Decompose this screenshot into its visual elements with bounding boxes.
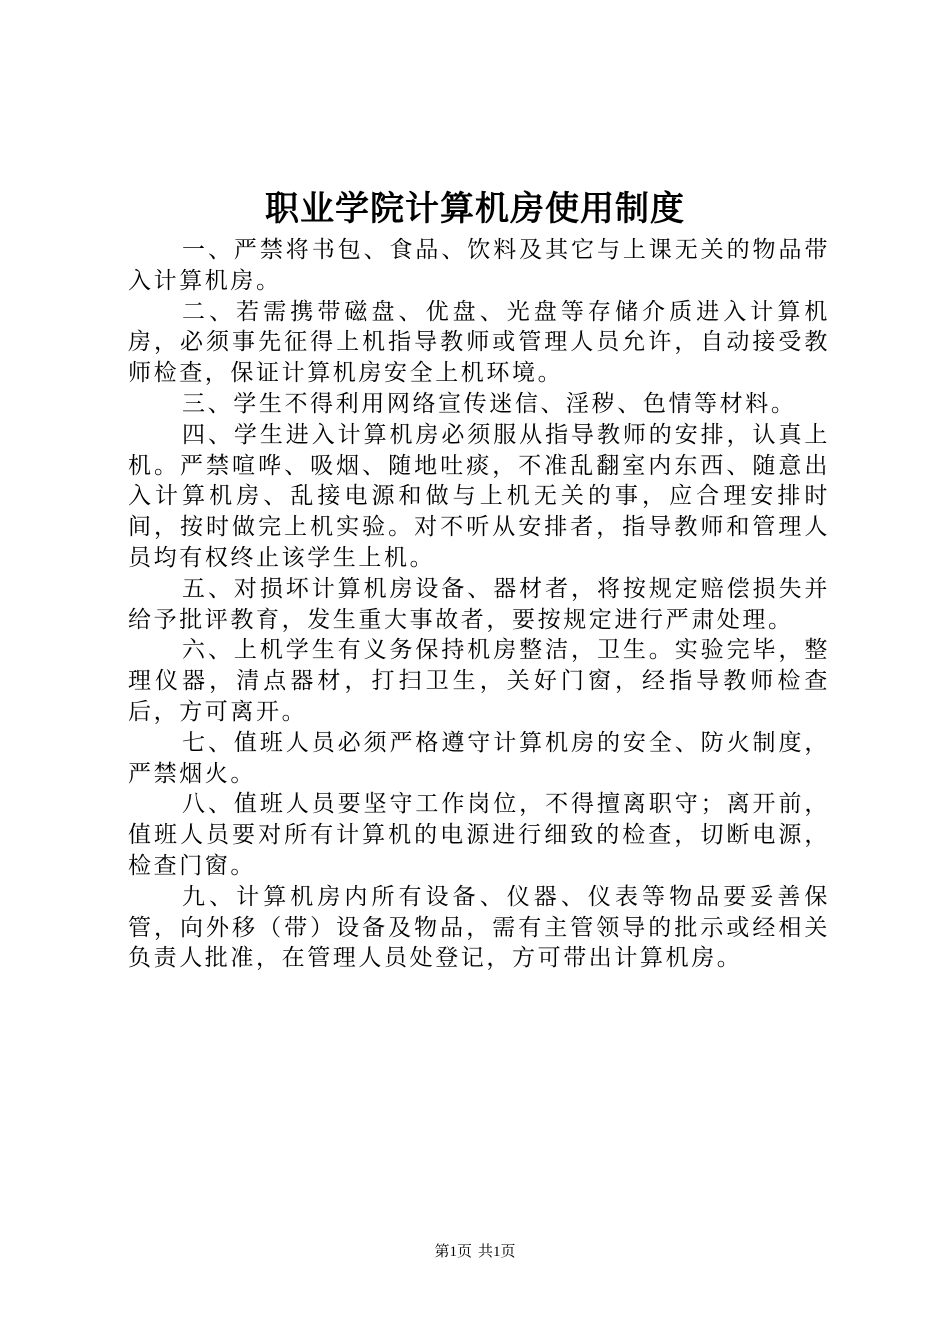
rule-paragraph-9: 九、计算机房内所有设备、仪器、仪表等物品要妥善保管，向外移（带）设备及物品，需有主管领导的批示或经相关负责人批准，在管理人员处登记，方可带出计算机房。 <box>128 883 830 972</box>
page-number: 第1页 <box>434 1244 472 1260</box>
rule-paragraph-6: 六、上机学生有义务保持机房整洁，卫生。实验完毕，整理仪器，清点器材，打扫卫生，关好门窗，经指导教师检查后，方可离开。 <box>128 637 830 725</box>
document-title: 职业学院计算机房使用制度 <box>265 189 685 229</box>
page-total: 共1页 <box>478 1244 516 1260</box>
document-body <box>128 235 830 974</box>
rule-paragraph-7: 七、值班人员必须严格遵守计算机房的安全、防火制度，严禁烟火。 <box>128 729 830 787</box>
rule-paragraph-4: 四、学生进入计算机房必须服从指导教师的安排，认真上机。严禁喧哗、吸烟、随地吐痰，不准乱翻室内东西、随意出入计算机房、乱接电源和做与上机无关的事，应合理安排时间，按时做完上机实验。对不听从安排者，指导教师和管理人员均有权终止该学生上机。 <box>128 421 830 571</box>
rule-paragraph-1: 一、严禁将书包、食品、饮料及其它与上课无关的物品带入计算机房。 <box>128 237 830 294</box>
rule-paragraph-2: 二、若需携带磁盘、优盘、光盘等存储介质进入计算机房，必须事先征得上机指导教师或管理人员允许，自动接受教师检查，保证计算机房安全上机环境。 <box>128 298 830 387</box>
rule-paragraph-8: 八、值班人员要坚守工作岗位，不得擅离职守；离开前，值班人员要对所有计算机的电源进行细致的检查，切断电源，检查门窗。 <box>128 791 830 879</box>
page-footer <box>0 1242 950 1262</box>
rule-paragraph-5: 五、对损坏计算机房设备、器材者，将按规定赔偿损失并给予批评教育，发生重大事故者，要按规定进行严肃处理。 <box>128 575 830 633</box>
rule-paragraph-3: 三、学生不得利用网络宣传迷信、淫秽、色情等材料。 <box>182 390 797 417</box>
